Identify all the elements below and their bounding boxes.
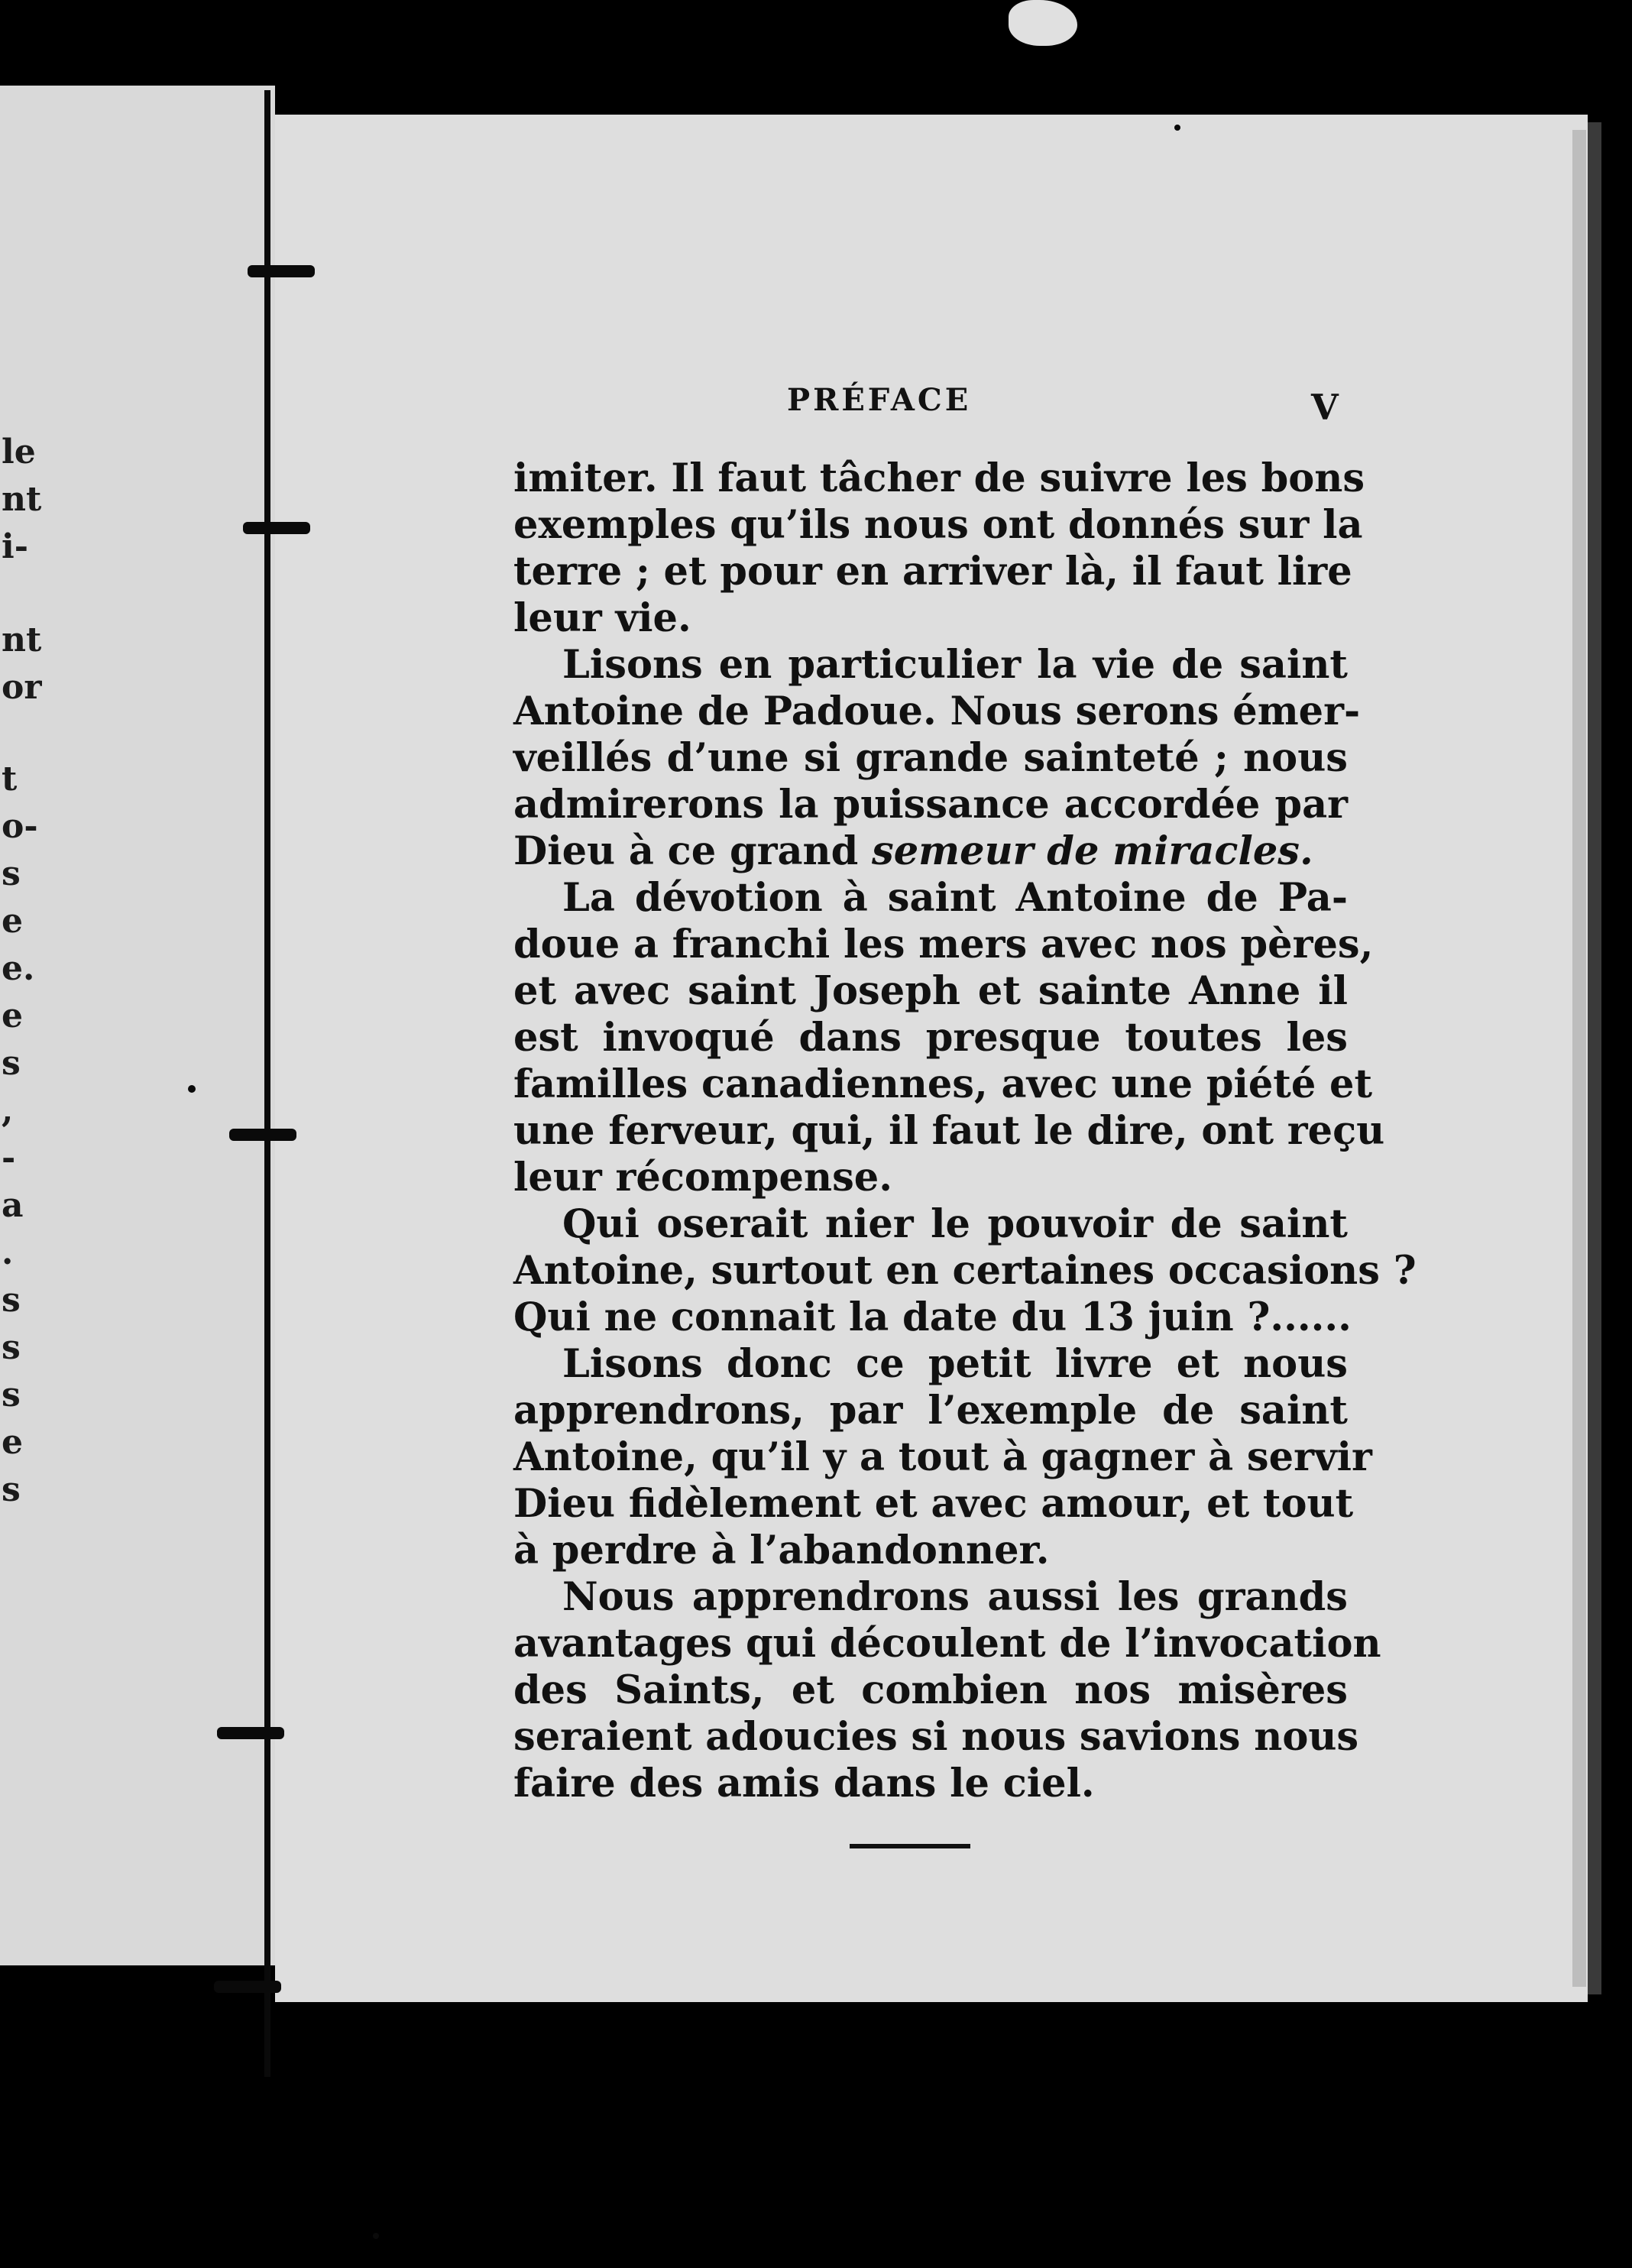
left-page-fragment: e. bbox=[2, 949, 35, 988]
text-line-content: Qui ne connait la date du 13 juin ?...... bbox=[513, 1294, 1352, 1340]
left-page-fragment: le bbox=[2, 433, 36, 471]
text-line bbox=[513, 1294, 1352, 1341]
italic-phrase: semeur de miracles. bbox=[872, 828, 1313, 874]
text-line-content: apprendrons, par l’exemple de saint bbox=[513, 1388, 1348, 1434]
text-line bbox=[513, 502, 1363, 549]
left-page-fragment: s bbox=[2, 1281, 21, 1320]
text-line-content: La dévotion à saint Antoine de Pa- bbox=[562, 875, 1348, 921]
text-line bbox=[513, 922, 1374, 968]
left-page-fragment: . bbox=[2, 1233, 14, 1272]
text-line bbox=[513, 1341, 1348, 1388]
left-page-fragment: or bbox=[2, 668, 42, 707]
text-line-content: est invoqué dans presque toutes les bbox=[513, 1015, 1348, 1061]
binding-thread bbox=[264, 90, 270, 2077]
text-line-content: Dieu fidèlement et avec amour, et tout bbox=[513, 1481, 1354, 1527]
left-page-fragment: nt bbox=[2, 480, 42, 519]
text-line-content: doue a franchi les mers avec nos pères, bbox=[513, 922, 1374, 967]
binding-stitch bbox=[243, 522, 310, 534]
text-line-content: leur vie. bbox=[513, 595, 691, 641]
end-rule bbox=[850, 1844, 970, 1848]
page-number: V bbox=[1311, 387, 1339, 428]
left-page-fragment: i- bbox=[2, 527, 28, 566]
binding-stitch bbox=[248, 265, 315, 277]
left-page-fragment: s bbox=[2, 1375, 21, 1414]
text-line-content: faire des amis dans le ciel. bbox=[513, 1761, 1095, 1806]
text-line bbox=[513, 595, 1348, 642]
text-line-content: exemples qu’ils nous ont donnés sur la bbox=[513, 502, 1363, 548]
binding-stitch bbox=[229, 1129, 296, 1141]
left-page-fragment: , bbox=[2, 1091, 14, 1130]
text-line bbox=[513, 1481, 1354, 1528]
text-line-content: seraient adoucies si nous savions nous bbox=[513, 1714, 1359, 1760]
text-line-content: Nous apprendrons aussi les grands bbox=[562, 1574, 1348, 1620]
left-page-fragment: a bbox=[2, 1186, 24, 1225]
text-line-content: Antoine de Padoue. Nous serons émer- bbox=[513, 688, 1361, 734]
paper-flaw-spot bbox=[1009, 0, 1077, 46]
page-edge-shadow bbox=[1572, 130, 1586, 1987]
text-line bbox=[513, 828, 1348, 875]
text-line bbox=[513, 1155, 1348, 1201]
text-line-content: Antoine, surtout en certaines occasions ? bbox=[513, 1248, 1417, 1294]
text-line bbox=[513, 1015, 1348, 1061]
left-page-fragment: e bbox=[2, 902, 23, 941]
text-line bbox=[513, 1621, 1381, 1667]
text-line bbox=[513, 1528, 1348, 1574]
text-line bbox=[513, 1201, 1348, 1248]
text-line-content: imiter. Il faut tâcher de suivre les bons bbox=[513, 455, 1365, 501]
text-line-content: Lisons en particulier la vie de saint bbox=[562, 642, 1348, 688]
left-page-fragment: s bbox=[2, 1044, 21, 1083]
text-line-content: à perdre à l’abandonner. bbox=[513, 1528, 1050, 1573]
text-line bbox=[513, 1667, 1348, 1714]
text-line bbox=[513, 782, 1348, 828]
text-line bbox=[513, 1714, 1359, 1761]
text-line-content: familles canadiennes, avec une piété et bbox=[513, 1061, 1373, 1107]
left-page-fragment: - bbox=[2, 1139, 16, 1178]
text-line-content: Lisons donc ce petit livre et nous bbox=[562, 1341, 1348, 1387]
text-line-content: terre ; et pour en arriver là, il faut lire bbox=[513, 549, 1352, 595]
text-line bbox=[513, 1434, 1372, 1481]
left-page-fragment: s bbox=[2, 854, 21, 893]
text-line bbox=[513, 1061, 1373, 1108]
text-line bbox=[513, 1761, 1348, 1807]
running-title: PRÉFACE bbox=[787, 382, 972, 418]
text-line-content: des Saints, et combien nos misères bbox=[513, 1667, 1348, 1713]
text-line-content: veillés d’une si grande sainteté ; nous bbox=[513, 735, 1348, 781]
page-edge bbox=[1588, 122, 1601, 1994]
text-line-content: Antoine, qu’il y a tout à gagner à servir bbox=[513, 1434, 1372, 1480]
text-line bbox=[513, 688, 1361, 735]
text-line bbox=[513, 455, 1365, 502]
text-line-content: leur récompense. bbox=[513, 1155, 892, 1200]
left-page-fragment: t bbox=[2, 760, 18, 799]
left-page-fragment: o- bbox=[2, 807, 38, 846]
binding-stitch bbox=[214, 1981, 281, 1993]
dust-speck bbox=[373, 2233, 379, 2239]
dust-speck bbox=[1174, 125, 1180, 131]
text-line-content: avantages qui découlent de l’invocation bbox=[513, 1621, 1381, 1667]
left-page-fragment: s bbox=[2, 1470, 21, 1509]
text-line bbox=[513, 642, 1348, 688]
text-line-content: une ferveur, qui, il faut le dire, ont reçu bbox=[513, 1108, 1385, 1154]
text-line bbox=[513, 875, 1348, 922]
text-line bbox=[513, 1388, 1348, 1434]
text-line-content: Dieu à ce grand bbox=[513, 828, 873, 874]
left-page-fragment: e bbox=[2, 996, 23, 1035]
text-line bbox=[513, 735, 1348, 782]
left-page-fragment: e bbox=[2, 1423, 23, 1462]
text-line-content: et avec saint Joseph et sainte Anne il bbox=[513, 968, 1348, 1014]
binding-stitch bbox=[217, 1727, 284, 1739]
text-line bbox=[513, 968, 1348, 1015]
preface-body-text bbox=[513, 455, 1417, 1807]
left-page-fragment: nt bbox=[2, 620, 42, 659]
left-page-fragment: s bbox=[2, 1328, 21, 1367]
text-line-content: admirerons la puissance accordée par bbox=[513, 782, 1348, 828]
text-line bbox=[513, 549, 1352, 595]
dust-speck bbox=[188, 1085, 196, 1093]
text-line-content: Qui oserait nier le pouvoir de saint bbox=[562, 1201, 1348, 1247]
text-line bbox=[513, 1108, 1385, 1155]
text-line bbox=[513, 1574, 1348, 1621]
text-line bbox=[513, 1248, 1417, 1294]
